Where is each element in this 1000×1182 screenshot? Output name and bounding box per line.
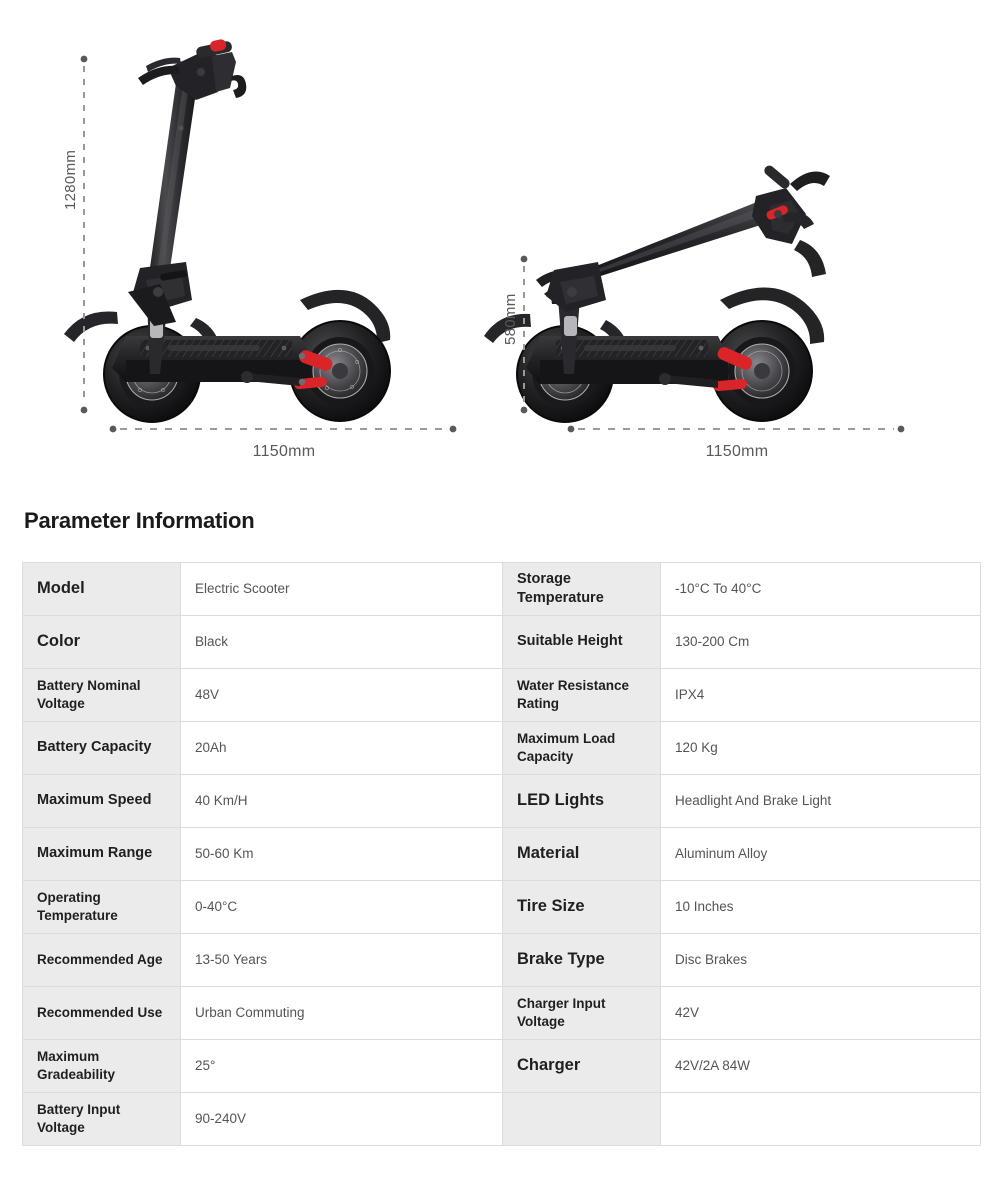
parameter-label-cell: LED Lights bbox=[503, 775, 661, 828]
scooter-folded-height-label: 580mm bbox=[502, 293, 519, 345]
table-row bbox=[23, 669, 981, 722]
handlebar-assembly bbox=[138, 38, 246, 100]
parameter-value-cell: IPX4 bbox=[661, 669, 981, 722]
length-dimension-line bbox=[566, 421, 916, 437]
parameter-label-cell: Battery Input Voltage bbox=[23, 1093, 181, 1146]
parameter-label-cell: Color bbox=[23, 616, 181, 669]
parameter-table bbox=[22, 562, 981, 1146]
parameter-label-cell: Battery Capacity bbox=[23, 722, 181, 775]
parameter-label-cell: Maximum Load Capacity bbox=[503, 722, 661, 775]
parameter-value-cell: 20Ah bbox=[181, 722, 503, 775]
folding-hinge bbox=[128, 262, 192, 326]
parameter-value-cell: 90-240V bbox=[181, 1093, 503, 1146]
height-dimension-line bbox=[70, 50, 100, 470]
parameter-value-cell: 0-40°C bbox=[181, 881, 503, 934]
scooter-unfolded-height-label: 1280mm bbox=[62, 149, 79, 210]
table-row bbox=[23, 828, 981, 881]
table-row bbox=[23, 1093, 981, 1146]
parameter-label-cell: Maximum Range bbox=[23, 828, 181, 881]
parameter-label-cell: Brake Type bbox=[503, 934, 661, 987]
parameter-value-cell: -10°C To 40°C bbox=[661, 563, 981, 616]
parameter-label-cell: Material bbox=[503, 828, 661, 881]
scooter-unfolded-length-label: 1150mm bbox=[252, 443, 316, 460]
deck bbox=[112, 336, 310, 382]
parameter-table-container bbox=[22, 562, 980, 1146]
parameter-label-cell: Model bbox=[23, 563, 181, 616]
table-row bbox=[23, 563, 981, 616]
parameter-value-cell: Urban Commuting bbox=[181, 987, 503, 1040]
parameter-value-cell: Aluminum Alloy bbox=[661, 828, 981, 881]
parameter-value-cell: 50-60 Km bbox=[181, 828, 503, 881]
scooter-folded-figure bbox=[470, 0, 1000, 500]
parameter-value-cell: Headlight And Brake Light bbox=[661, 775, 981, 828]
parameter-label-cell: Recommended Use bbox=[23, 987, 181, 1040]
parameter-value-cell: 130-200 Cm bbox=[661, 616, 981, 669]
table-row bbox=[23, 934, 981, 987]
parameter-value-cell: 42V bbox=[661, 987, 981, 1040]
parameter-label-cell: Storage Temperature bbox=[503, 563, 661, 616]
parameter-label-cell: Operating Temperature bbox=[23, 881, 181, 934]
deck bbox=[526, 336, 728, 384]
parameter-value-cell: 13-50 Years bbox=[181, 934, 503, 987]
parameter-value-cell bbox=[661, 1093, 981, 1146]
parameter-value-cell: 42V/2A 84W bbox=[661, 1040, 981, 1093]
folding-hinge bbox=[546, 262, 606, 312]
page-title: Parameter Information bbox=[24, 508, 255, 533]
parameter-label-cell bbox=[503, 1093, 661, 1146]
parameter-value-cell: Electric Scooter bbox=[181, 563, 503, 616]
handlebar-assembly bbox=[752, 164, 830, 277]
height-dimension-line bbox=[510, 250, 540, 470]
length-dimension-line bbox=[108, 421, 468, 437]
parameter-label-cell: Maximum Speed bbox=[23, 775, 181, 828]
table-row bbox=[23, 881, 981, 934]
parameter-value-cell: Disc Brakes bbox=[661, 934, 981, 987]
parameter-value-cell: 25° bbox=[181, 1040, 503, 1093]
scooter-folded-length-label: 1150mm bbox=[705, 443, 769, 460]
parameter-value-cell: Black bbox=[181, 616, 503, 669]
table-row bbox=[23, 987, 981, 1040]
parameter-value-cell: 120 Kg bbox=[661, 722, 981, 775]
parameter-label-cell: Charger bbox=[503, 1040, 661, 1093]
parameter-label-cell: Suitable Height bbox=[503, 616, 661, 669]
parameter-value-cell: 48V bbox=[181, 669, 503, 722]
parameter-label-cell: Battery Nominal Voltage bbox=[23, 669, 181, 722]
table-row bbox=[23, 616, 981, 669]
parameter-label-cell: Tire Size bbox=[503, 881, 661, 934]
parameter-value-cell: 40 Km/H bbox=[181, 775, 503, 828]
parameter-label-cell: Water Resistance Rating bbox=[503, 669, 661, 722]
scooter-unfolded-figure bbox=[0, 0, 500, 500]
table-row bbox=[23, 1040, 981, 1093]
parameter-label-cell: Maximum Gradeability bbox=[23, 1040, 181, 1093]
parameter-value-cell: 10 Inches bbox=[661, 881, 981, 934]
table-row bbox=[23, 722, 981, 775]
table-row bbox=[23, 775, 981, 828]
parameter-label-cell: Charger Input Voltage bbox=[503, 987, 661, 1040]
parameter-label-cell: Recommended Age bbox=[23, 934, 181, 987]
product-dimension-diagram bbox=[0, 0, 1000, 500]
